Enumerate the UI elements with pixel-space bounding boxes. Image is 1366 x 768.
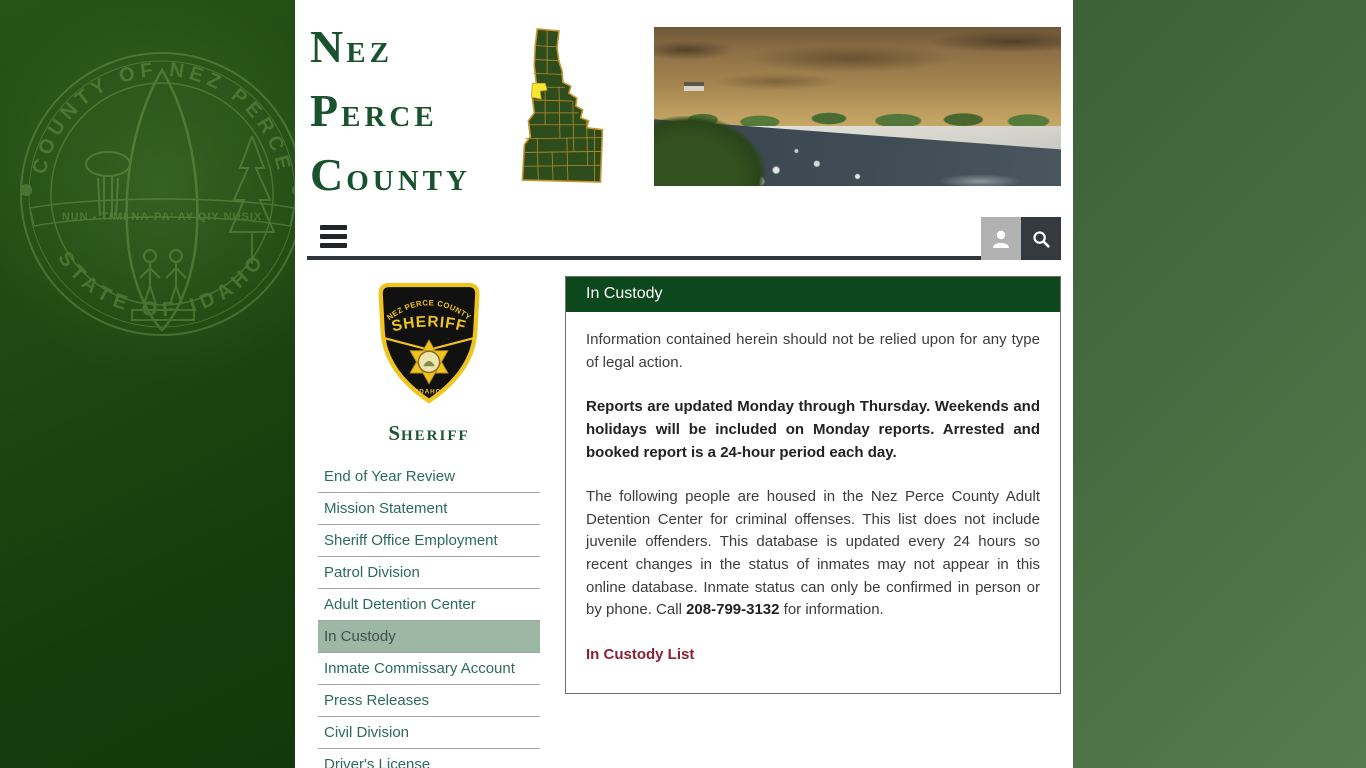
left-background bbox=[0, 0, 295, 768]
sidebar-item-press-releases[interactable]: Press Releases bbox=[318, 685, 540, 717]
detention-info-paragraph bbox=[586, 486, 1040, 622]
right-background bbox=[1073, 0, 1366, 768]
menu-toggle-button[interactable] bbox=[320, 225, 347, 248]
detention-info-text: The following people are housed in the Nez Perce County Adult Detention Center for criminal offenses. This list does not include juvenile offenders. This database is updated every 24 hours so recent changes in the status of inmates may not appear in this online database. Inmate status can only be confirmed in person or by phone. Call bbox=[586, 488, 1040, 619]
svg-text:COUNTY OF NEZ PERCE bbox=[29, 59, 296, 176]
detention-info-text-after: for information. bbox=[779, 601, 884, 619]
county-logo[interactable] bbox=[310, 20, 471, 212]
sidebar-item-inmate-commissary-account[interactable]: Inmate Commissary Account bbox=[318, 653, 540, 685]
seal-banner-text: NUN - TIMI NA-PA' AY QIY NUSIX bbox=[61, 211, 263, 223]
page-body bbox=[295, 260, 1073, 768]
account-button[interactable] bbox=[981, 217, 1021, 260]
badge-state-text: IDAHO bbox=[416, 388, 442, 396]
report-schedule-paragraph: Reports are updated Monday through Thursday. Weekends and holidays will be included on Monday reports. Arrested and booked report is a 24-hour period each day. bbox=[586, 398, 1040, 461]
in-custody-panel bbox=[565, 276, 1061, 694]
sidebar-item-in-custody[interactable]: In Custody bbox=[318, 621, 540, 653]
logo-line-3: COUNTY bbox=[310, 149, 471, 200]
hamburger-icon bbox=[320, 234, 347, 239]
sidebar-item-patrol-division[interactable]: Patrol Division bbox=[318, 557, 540, 589]
sidebar-item-drivers-license[interactable]: Driver's License bbox=[318, 749, 540, 768]
logo-line-1: NEZ bbox=[310, 21, 393, 72]
disclaimer-paragraph: Information contained herein should not be relied upon for any type of legal action. bbox=[586, 331, 1040, 371]
search-button[interactable] bbox=[1021, 217, 1061, 260]
sheriff-sidebar bbox=[318, 276, 540, 768]
hamburger-icon bbox=[320, 243, 347, 248]
phone-number: 208-799-3132 bbox=[686, 601, 780, 619]
county-seal-watermark bbox=[4, 18, 304, 370]
site-header bbox=[295, 0, 1073, 212]
hamburger-icon bbox=[320, 225, 347, 230]
person-icon bbox=[989, 227, 1013, 251]
svg-text:STATE OF IDAHO bbox=[53, 247, 270, 321]
sidebar-item-end-of-year-review[interactable]: End of Year Review bbox=[318, 461, 540, 493]
sidebar-item-sheriff-office-employment[interactable]: Sheriff Office Employment bbox=[318, 525, 540, 557]
in-custody-list-link[interactable]: In Custody List bbox=[586, 646, 695, 664]
content-column bbox=[295, 0, 1073, 768]
seal-bottom-text: STATE OF IDAHO bbox=[53, 247, 271, 322]
main-navbar bbox=[307, 217, 1061, 260]
seal-top-text: COUNTY OF NEZ PERCE bbox=[28, 58, 296, 177]
search-icon bbox=[1030, 228, 1052, 250]
sidebar-item-adult-detention-center[interactable]: Adult Detention Center bbox=[318, 589, 540, 621]
panel-title: In Custody bbox=[566, 277, 1060, 312]
navbar-actions bbox=[981, 217, 1061, 260]
photo-foreground-bush bbox=[654, 116, 766, 186]
panel-body bbox=[566, 312, 1060, 693]
header-photo-river-canyon bbox=[654, 27, 1061, 186]
sheriff-badge bbox=[371, 280, 487, 406]
idaho-map-icon bbox=[507, 26, 607, 186]
photo-building bbox=[684, 82, 704, 91]
badge-arc-text: NEZ PERCE COUNTY bbox=[385, 298, 473, 323]
sidebar-heading-sheriff: SHERIFF bbox=[388, 421, 470, 445]
badge-title-text: SHERIFF bbox=[390, 313, 468, 336]
sidebar-item-civil-division[interactable]: Civil Division bbox=[318, 717, 540, 749]
sidebar-menu bbox=[318, 461, 540, 768]
sidebar-item-mission-statement[interactable]: Mission Statement bbox=[318, 493, 540, 525]
logo-line-2: PERCE bbox=[310, 85, 438, 136]
